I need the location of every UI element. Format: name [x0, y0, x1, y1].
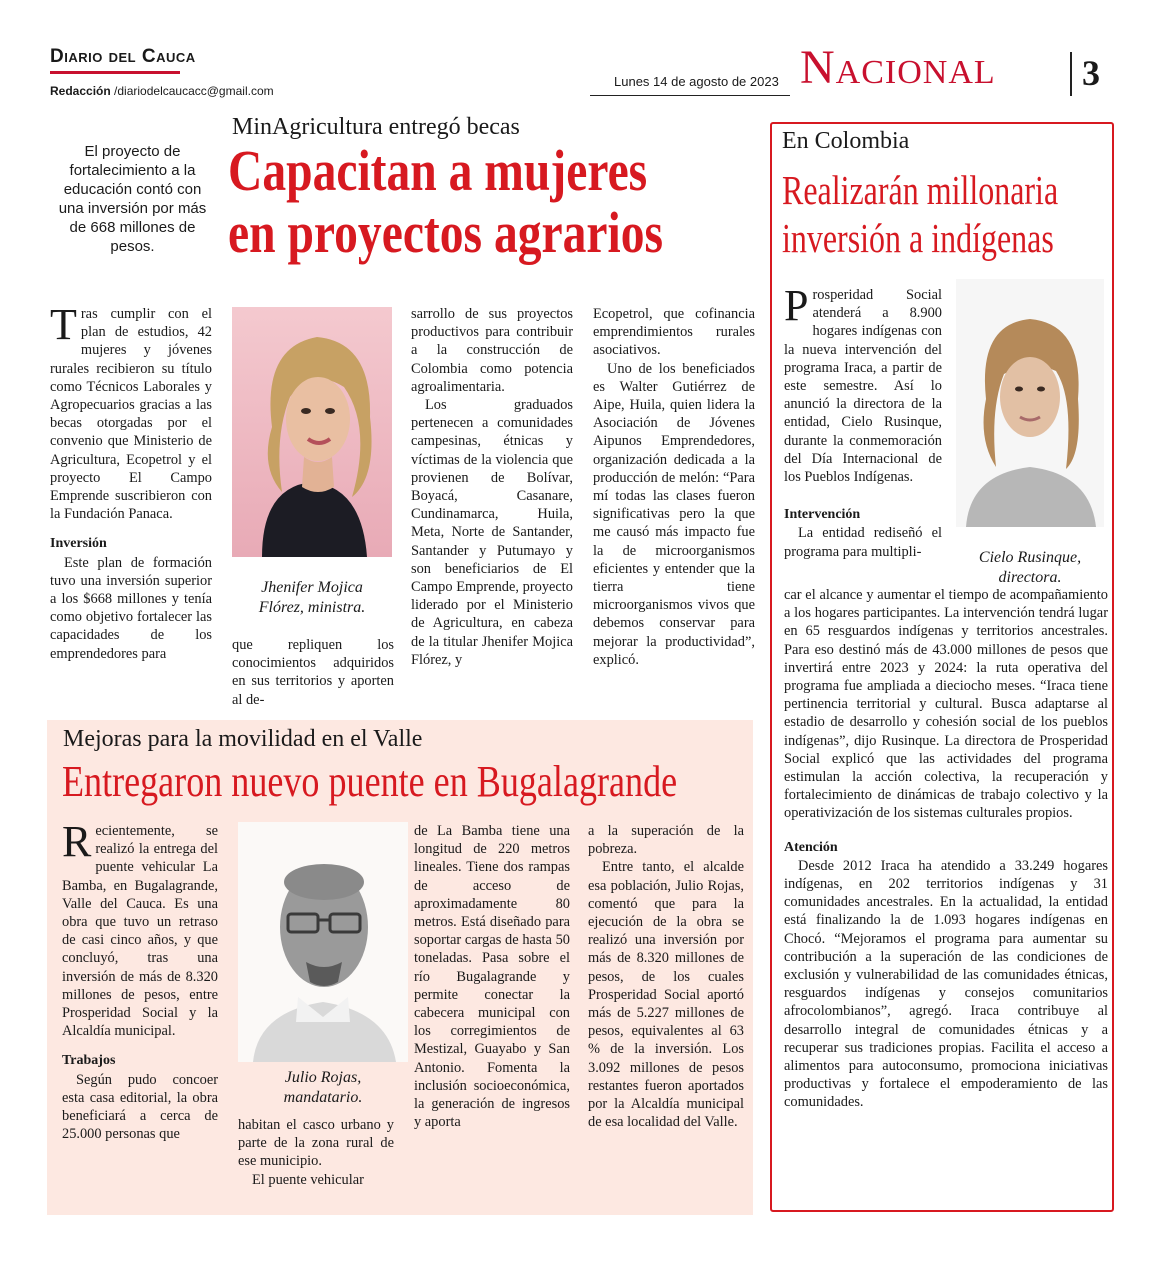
story1-column-3: [411, 305, 573, 669]
story1-column-2: [232, 636, 394, 709]
story1-photo-caption: [232, 578, 392, 618]
story2-kicker: Mejoras para la movilidad en el Valle: [63, 726, 423, 752]
caption-line: directora.: [998, 569, 1062, 586]
story3-headline-line2: inversión a indígenas: [782, 215, 1054, 261]
story1-headline-line1: Capacitan a mujeres: [228, 138, 648, 203]
story3-p1-text: rosperidad Social atenderá a 8.900 hogares indígenas con la nueva intervención del programa Iraca, a partir de este semestre. Así lo anunció la directora de la entidad, Cielo Rusinque, durante la conmemoración del Día Internacional de los Pueblos Indígenas.: [784, 287, 942, 486]
caption-line: Flórez, ministra.: [258, 599, 366, 616]
portrait-image: [956, 279, 1104, 527]
masthead-rule: [50, 71, 180, 74]
photo-cielo-rusinque: [956, 279, 1104, 527]
story2-paragraph: Según pudo concoer esta casa editorial, la obra beneficiará a cerca de 25.000 personas que: [62, 1071, 218, 1143]
caption-line: mandatario.: [283, 1089, 363, 1106]
story1-paragraph: Uno de los beneficiados es Walter Gutiérrez de Aipe, Huila, quien lidera la Asociación de Jóvenes Aipunos Emprendedores, organización dedicada a la producción de melón: “Para mí todas las clases fueron significativas pero la que me causó más impacto fue la de microorganismos eficientes y entender que la tierra tiene microorganismos vivos que debemos conservar para mejorar la productividad”, explicó.: [593, 360, 755, 668]
story2-col1-text: ecientemente, se realizó la entrega del puente vehicular La Bamba, en Bugalagrande, Valle del Cauca. Es una obra que tuvo un retraso de casi cinco años, y que concluyó, tras una inversión de más de 8.320 millones de pesos, entre Prosperidad Social y la Alcaldía municipal.: [62, 823, 218, 1040]
caption-line: Jhenifer Mojica: [261, 579, 363, 596]
story2-paragraph: [62, 817, 218, 1040]
story1-pullquote: El proyecto de fortalecimiento a la educación contó con una inversión por más de 668 millones de pesos.: [58, 143, 207, 255]
story1-headline: [228, 140, 671, 264]
photo-jhenifer-mojica: [232, 307, 392, 557]
issue-date: Lunes 14 de agosto de 2023: [614, 74, 779, 89]
story3-paragraph: car el alcance y aumentar el tiempo de acompañamiento a los hogares participantes. La intervención tendrá lugar en 65 resguardos indígenas y territorios ancestrales. Para eso destinó más de 43.000 millones de pesos que invertirá entre 2023 y 2024: la ruta operativa del programa fue ampliada a dieciocho meses. “Iraca tiene pertinencia territorial y cultural. Busca adaptarse al estadio de desarrollo y cohesión social de los pueblos indígenas”, dijo Rusinque. La directora de Prosperidad Social explicó que las actividades del programa estimulan la acción colectiva, la recuperación y fortalecimiento de dinámicas de trabajo colectivo y la operativización de los sistemas culturales propios.: [784, 587, 1108, 822]
credit-label: Redacción: [50, 84, 111, 98]
story1-paragraph: Ecopetrol, que cofinancia emprendimientos rurales asociativos.: [593, 306, 755, 359]
drop-cap: P: [784, 281, 809, 330]
story1-col1-text: ras cumplir con el plan de estudios, 42 mujeres y jóvenes rurales recibieron su título como Técnicos Laborales y Agropecuarios gracias a las becas otorgadas por el convenio que Ministerio de Agricultura, Ecopetrol y el proyecto El Campo Emprende suscribieron con la Fundación Panaca.: [50, 306, 212, 523]
story1-paragraph: sarrollo de sus proyectos productivos para contribuir a la construcción de Colombia como potencia agroalimentaria.: [411, 306, 573, 395]
story2-column-4: [588, 822, 744, 1131]
story1-column-4: [593, 305, 755, 669]
story3-paragraph: Desde 2012 Iraca ha atendido a 33.249 hogares indígenas, en 202 territorios indígenas y 31 comunidades ancestrales. En la actualidad, la entidad está finalizando la de 1.093 hogares indígenas en Chocó. “Mejoramos el programa para aumentar su contribución a la superación de las condiciones de exclusión y vulnerabilidad de las comunidades étnicas, resguardos indígenas y consejos comunitarios afrocolombianos”, agregó. Iraca contribuye al desarrollo integral de comunidades étnicas y a recuperar sus tradiciones propias. Facilita el acceso a alimentos para autoconsumo, promociona iniciativas productivas y fortalece el empoderamiento de las comunidades.: [784, 857, 1108, 1111]
story3-kicker: En Colombia: [782, 128, 910, 154]
story1-headline-line2: en proyectos agrarios: [228, 200, 664, 265]
story3-photo-caption: [956, 548, 1104, 588]
portrait-image: [232, 307, 392, 557]
story3-column-wide: [784, 586, 1108, 1112]
story1-column-1: [50, 300, 212, 663]
drop-cap: T: [50, 300, 77, 349]
story2-paragraph: El puente vehicular: [252, 1171, 364, 1188]
story1-paragraph: Los graduados pertenecen a comunidades campesinas, étnicas y víctimas de la violencia que provienen de Bolívar, Boyacá, Casanare, Cundinamarca, Huila, Meta, Norte de Santander, Santander y Putumayo y son beneficiarios de El Campo Emprende, proyecto liderado por el Ministerio de Agricultura, en cabeza de la titular Jhenifer Mojica Flórez, y: [411, 397, 573, 668]
story2-paragraph: Entre tanto, el alcalde esa población, Julio Rojas, comentó que para la ejecución de la obra se realizó una inversión por más de 8.320 millones de pesos, de los cuales Prosperidad Social aportó más de 5.227 millones de pesos, equivalentes al 63 % de la inversión. Los 3.092 millones de pesos restantes fueron aportados por la Alcaldía municipal de esa localidad del Valle.: [588, 859, 744, 1131]
story2-photo-caption: [238, 1068, 408, 1108]
story1-paragraph: que repliquen los conocimientos adquiridos en sus territorios y aporten al de-: [232, 637, 394, 708]
photo-julio-rojas: [238, 822, 408, 1062]
story3-headline: [782, 166, 1110, 262]
story2-headline: Entregaron nuevo puente en Bugalagrande: [62, 757, 678, 806]
credit-line: [50, 84, 274, 98]
page-number: 3: [1082, 53, 1100, 93]
story1-paragraph: [50, 300, 212, 523]
masthead-logo: Diario del Cauca: [50, 46, 196, 67]
story3-column-1: [784, 281, 942, 561]
story2-paragraph: a la superación de la pobreza.: [588, 823, 744, 858]
story2-paragraph: habitan el casco urbano y parte de la zona rural de ese municipio.: [238, 1117, 394, 1170]
section-title: Nacional: [800, 41, 996, 94]
story2-column-3: [414, 822, 570, 1131]
story3-headline-line1: Realizarán millonaria: [782, 167, 1059, 213]
section-separator: [1070, 52, 1072, 96]
portrait-image: [238, 822, 408, 1062]
story2-column-1: [62, 817, 218, 1143]
caption-line: Julio Rojas,: [284, 1069, 362, 1086]
story2-subhead: Trabajos: [62, 1053, 116, 1069]
caption-line: Cielo Rusinque,: [978, 549, 1082, 566]
story1-kicker: MinAgricultura entregó becas: [232, 114, 520, 140]
date-rule: [590, 95, 790, 96]
story2-column-2: [238, 1116, 394, 1189]
story3-paragraph: [784, 281, 942, 486]
story1-subhead: Inversión: [50, 536, 107, 552]
story3-subhead: Atención: [784, 839, 838, 855]
drop-cap: R: [62, 817, 92, 866]
story1-paragraph: Este plan de formación tuvo una inversión superior a los $668 millones y tenía como objetivo fortalecer las capacidades de los emprendedores para: [50, 554, 212, 662]
credit-email: /diariodelcaucacc@gmail.com: [114, 84, 274, 98]
story2-paragraph: de La Bamba tiene una longitud de 220 metros lineales. Tiene dos rampas de acceso de aproximadamente 80 metros. Está diseñado para soportar cargas de hasta 50 toneladas. Pasa sobre el río Bugalagrande y permite conectar la cabecera municipal con los corregimientos de Mestizal, Guayabo y San Antonio. Fomenta la inclusión socioeconómica, la generación de ingresos y aporta: [414, 823, 570, 1131]
story3-paragraph: La entidad rediseñó el programa para multipli-: [784, 525, 942, 560]
story3-subhead: Intervención: [784, 507, 861, 523]
